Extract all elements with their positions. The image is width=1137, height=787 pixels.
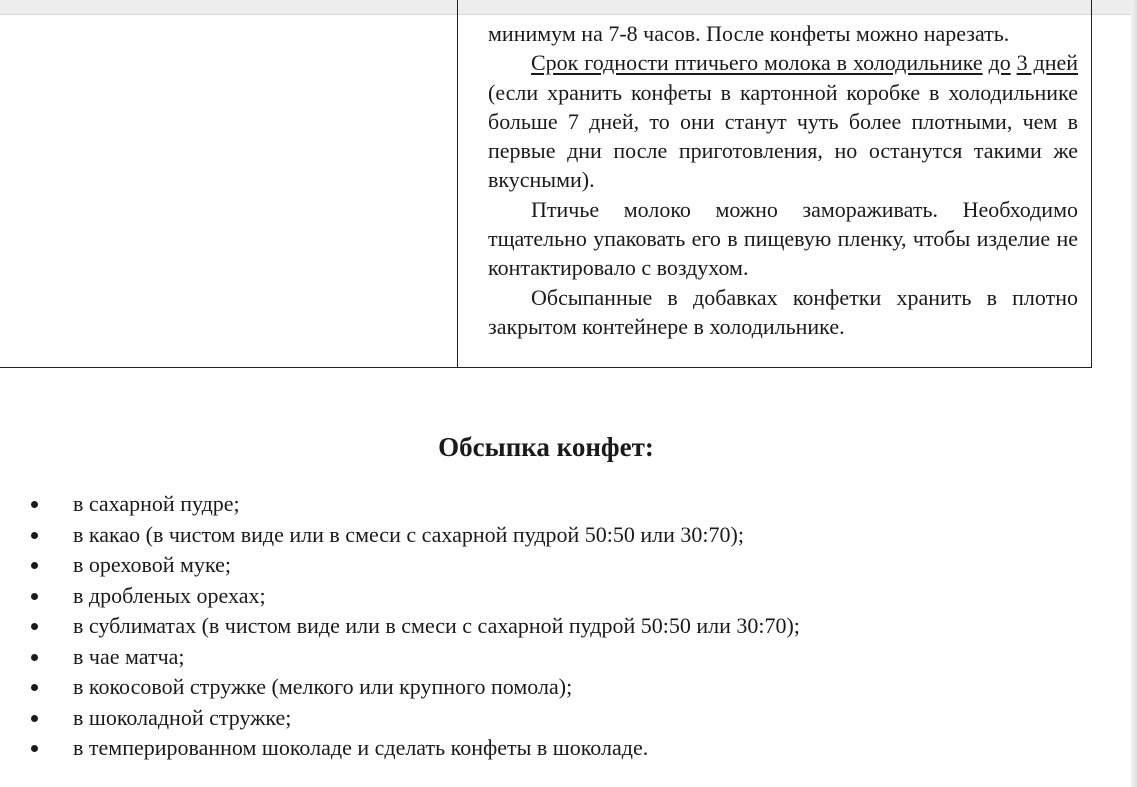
list-item-text: в какао (в чистом виде или в смеси с сахарной пудрой 50:50 или 30:70);: [73, 521, 744, 547]
shelf-life-underlined-c: 3 дней: [1016, 50, 1079, 76]
list-item: [0, 672, 800, 703]
bullet-icon: [31, 715, 38, 722]
bullet-icon: [31, 532, 38, 539]
cut-off-text-line: [488, 0, 1078, 14]
list-item: [0, 550, 800, 581]
bullet-icon: [31, 562, 38, 569]
list-item: [0, 703, 800, 734]
list-item: [0, 642, 800, 673]
bullet-icon: [31, 623, 38, 630]
shelf-life-underlined-a: Срок годности птичьего молока в холодильнике: [531, 50, 983, 76]
storage-line-freeze-time: минимум на 7-8 часов. После конфеты можно нарезать.: [488, 21, 1010, 46]
bullet-icon: [31, 593, 38, 600]
storage-paragraph-freezing: Птичье молоко можно замораживать. Необходимо тщательно упаковать его в пищевую пленку, чтобы изделие не контактировало с воздухом.: [488, 196, 1078, 281]
list-item-text: в чае матча;: [73, 643, 185, 669]
bullet-icon: [31, 501, 38, 508]
bullet-icon: [31, 654, 38, 661]
bullet-icon: [31, 684, 38, 691]
storage-paragraph-coated: Обсыпанные в добавках конфетки хранить в плотно закрытом контейнере в холодильнике.: [488, 284, 1078, 339]
bullet-icon: [31, 745, 38, 752]
section-heading: Обсыпка конфет:: [438, 432, 654, 462]
list-item: [0, 611, 800, 642]
list-item-text: в кокосовой стружке (мелкого или крупного помола);: [73, 674, 573, 699]
page-right-edge: [1131, 0, 1137, 787]
shelf-life-underlined-b: до: [988, 50, 1011, 76]
list-item-text: в сублиматах (в чистом виде или в смеси с сахарной пудрой 50:50 или 30:70);: [73, 613, 800, 638]
table-cell-storage-text: [488, 19, 1078, 341]
list-item-text: в темперированном шоколаде и сделать конфеты в шоколаде.: [73, 735, 649, 760]
list-item: [0, 581, 800, 612]
shelf-life-rest: (если хранить конфеты в картонной коробке в холодильнике больше 7 дней, то они станут чуть более плотными, чем в первые дни после приготовления, но останутся такими же вкусными).: [488, 79, 1078, 193]
list-item: [0, 489, 800, 520]
list-item-text: в дробленых орехах;: [73, 582, 266, 608]
list-item: [0, 520, 800, 551]
coating-list: [0, 489, 800, 764]
table-column-divider: [457, 0, 458, 368]
list-item-text: в шоколадной стружке;: [73, 704, 292, 730]
list-item-text: в сахарной пудре;: [73, 491, 240, 516]
list-item-text: в ореховой муке;: [73, 552, 231, 577]
storage-paragraph-shelf-life: [488, 48, 1078, 194]
list-item: [0, 733, 800, 764]
